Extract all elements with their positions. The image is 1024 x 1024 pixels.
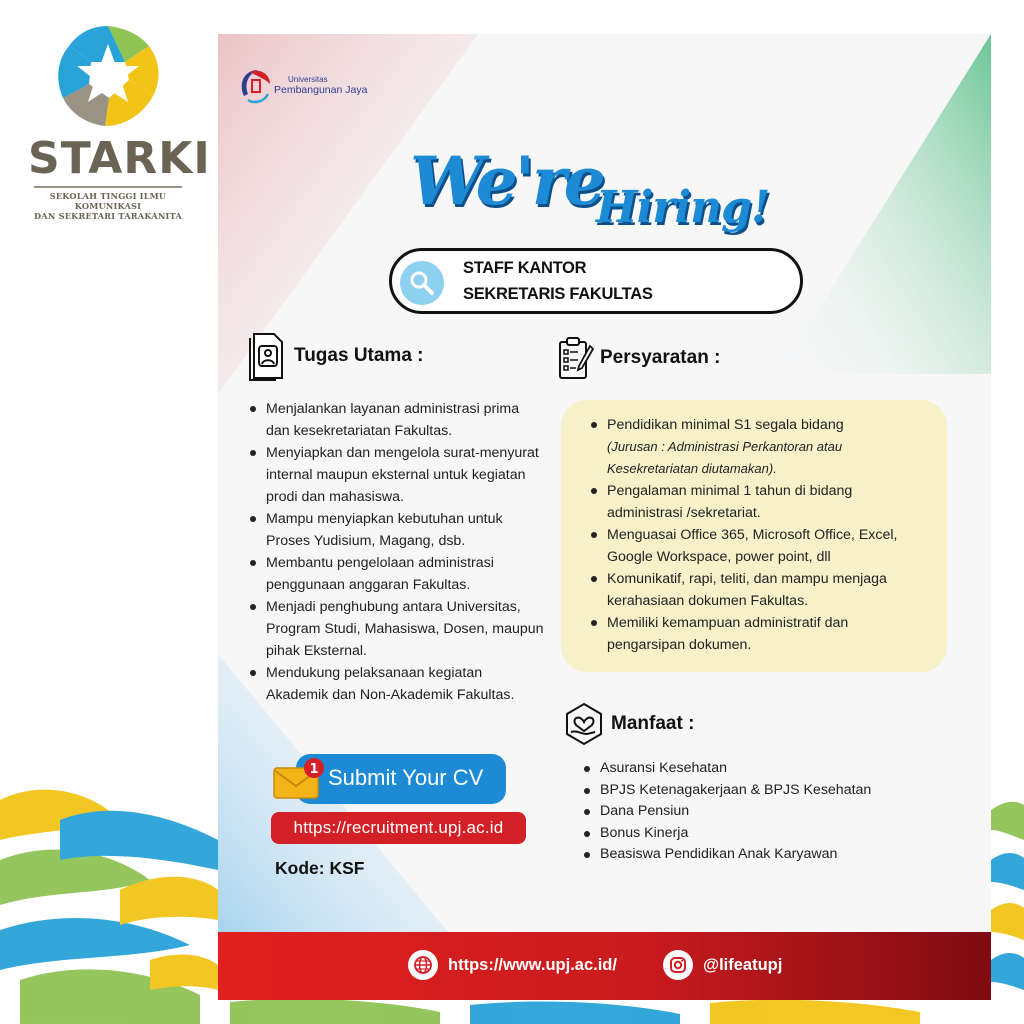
list-item: Menjadi penghubung antara Universitas, Program Studi, Mahasiswa, Dosen, maupun pihak Eksternal.: [246, 596, 546, 662]
list-item: Mampu menyiapkan kebutuhan untuk Proses Yudisium, Magang, dsb.: [246, 508, 546, 552]
tugas-title: Tugas Utama :: [294, 345, 424, 366]
upj-line-2: Pembangunan Jaya: [274, 84, 368, 96]
list-item: Membantu pengelolaan administrasi penggunaan anggaran Fakultas.: [246, 552, 546, 596]
starki-subtitle-2: DAN SEKRETARI TARAKANITA: [34, 211, 182, 221]
list-item: Menguasai Office 365, Microsoft Office, Excel, Google Workspace, power point, dll: [587, 524, 927, 568]
document-user-icon: [246, 330, 288, 382]
manfaat-list: [580, 758, 900, 866]
list-item: Menjalankan layanan administrasi prima dan kesekretariatan Fakultas.: [246, 398, 546, 442]
job-code: Kode: KSF: [275, 858, 365, 878]
headline-were: We're: [410, 142, 603, 220]
notification-badge: 1: [309, 762, 319, 777]
position-2: SEKRETARIS FAKULTAS: [463, 285, 653, 303]
heart-hand-icon: [563, 702, 605, 746]
position-search-box: [389, 248, 803, 314]
manfaat-header: [563, 702, 694, 746]
persyaratan-list: [587, 414, 927, 656]
starki-divider: [34, 186, 182, 188]
list-item: BPJS Ketenagakerjaan & BPJS Kesehatan: [580, 780, 900, 802]
list-item: Dana Pensiun: [580, 801, 900, 823]
upj-line-1: Universitas: [288, 75, 328, 84]
submit-cv-button[interactable]: [296, 754, 506, 804]
requirement-note: (Jurusan : Administrasi Perkantoran atau Kesekretariatan diutamakan).: [607, 439, 843, 476]
list-item: Pengalaman minimal 1 tahun di bidang administrasi /sekretariat.: [587, 480, 927, 524]
search-icon-circle: [400, 261, 444, 305]
starki-logo: [28, 22, 211, 221]
persyaratan-title: Persyaratan :: [600, 347, 721, 368]
footer-bar: [218, 932, 991, 1000]
instagram-link[interactable]: [663, 950, 782, 980]
website-url: https://www.upj.ac.id/: [448, 955, 617, 974]
list-item: Memiliki kemampuan administratif dan pengarsipan dokumen.: [587, 612, 927, 656]
starki-star-icon: [53, 22, 163, 130]
starki-name: STARKI: [28, 133, 211, 184]
instagram-handle: @lifeatupj: [703, 955, 783, 974]
upj-emblem-icon: [238, 66, 272, 106]
list-item: Asuransi Kesehatan: [580, 758, 900, 780]
list-item: Bonus Kinerja: [580, 823, 900, 845]
starki-subtitle-1: SEKOLAH TINGGI ILMU KOMUNIKASI: [49, 191, 167, 211]
list-item: [587, 414, 927, 480]
recruitment-url-link[interactable]: https://recruitment.upj.ac.id: [271, 812, 526, 844]
requirement-education: Pendidikan minimal S1 segala bidang: [607, 417, 844, 433]
list-item: Mendukung pelaksanaan kegiatan Akademik dan Non-Akademik Fakultas.: [246, 662, 546, 706]
list-item: Beasiswa Pendidikan Anak Karyawan: [580, 844, 900, 866]
position-1: STAFF KANTOR: [463, 259, 587, 277]
persyaratan-header: [556, 336, 720, 380]
tugas-list: [246, 398, 546, 706]
search-icon: [409, 270, 435, 296]
envelope-icon: [272, 756, 326, 802]
instagram-icon: [663, 950, 693, 980]
list-item: Menyiapkan dan mengelola surat-menyurat internal maupun eksternal untuk kegiatan prodi dan mahasiswa.: [246, 442, 546, 508]
manfaat-title: Manfaat :: [611, 713, 695, 734]
upj-logo: [238, 66, 367, 106]
tugas-header: [246, 330, 424, 382]
list-item: Komunikatif, rapi, teliti, dan mampu menjaga kerahasiaan dokumen Fakultas.: [587, 568, 927, 612]
website-link[interactable]: [408, 950, 617, 980]
globe-icon: [408, 950, 438, 980]
clipboard-pen-icon: [556, 336, 594, 380]
job-poster: [218, 34, 991, 1000]
submit-cv-label: Submit Your CV: [328, 765, 484, 790]
headline-hiring: Hiring!: [596, 182, 770, 233]
headline: [410, 142, 810, 252]
